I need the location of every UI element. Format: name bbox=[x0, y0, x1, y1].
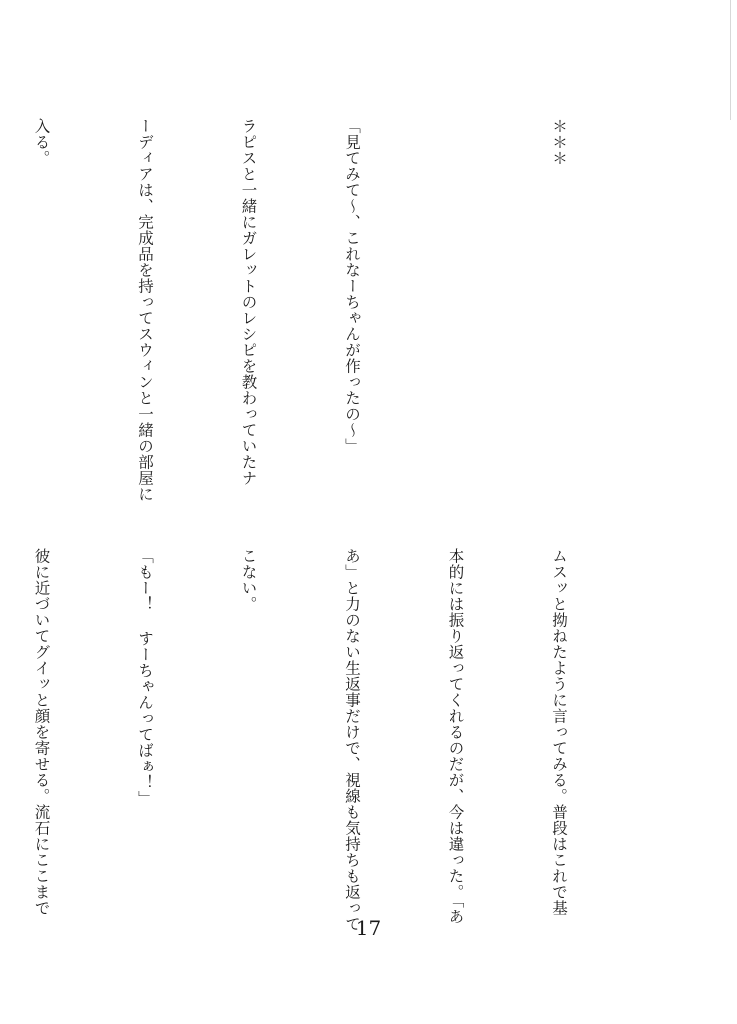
text-line: こない。 bbox=[239, 548, 258, 612]
page-number: 17 bbox=[355, 916, 382, 940]
blank-line bbox=[438, 118, 473, 478]
text-line: ラピスと一緒にガレットのレシピを教わっていたナ bbox=[239, 118, 258, 486]
upper-text-block bbox=[0, 118, 645, 502]
text-line: ーディアは、完成品を持ってスウィンと一緒の部屋に bbox=[136, 118, 154, 502]
text-line: あ」と力のない生返事だけで、視線も気持ちも返って bbox=[343, 548, 361, 932]
text-line: 入る。 bbox=[32, 118, 51, 166]
text-line: 「見てみて〜、これなーちゃんが作ったの〜」 bbox=[343, 118, 361, 454]
text-line: 彼に近づいてグイッと顔を寄せる。流石にここまで bbox=[32, 548, 51, 916]
page-edge-line bbox=[730, 0, 731, 120]
text-line: 「もー！ すーちゃんってばぁ！」 bbox=[136, 548, 154, 807]
text-line: ムスッと拗ねたように言ってみる。普段はこれで基 bbox=[550, 548, 568, 916]
scene-break: ＊＊＊ bbox=[550, 118, 568, 166]
text-line: 本的には振り返ってくれるのだが、今は違った。「あ bbox=[446, 548, 465, 925]
